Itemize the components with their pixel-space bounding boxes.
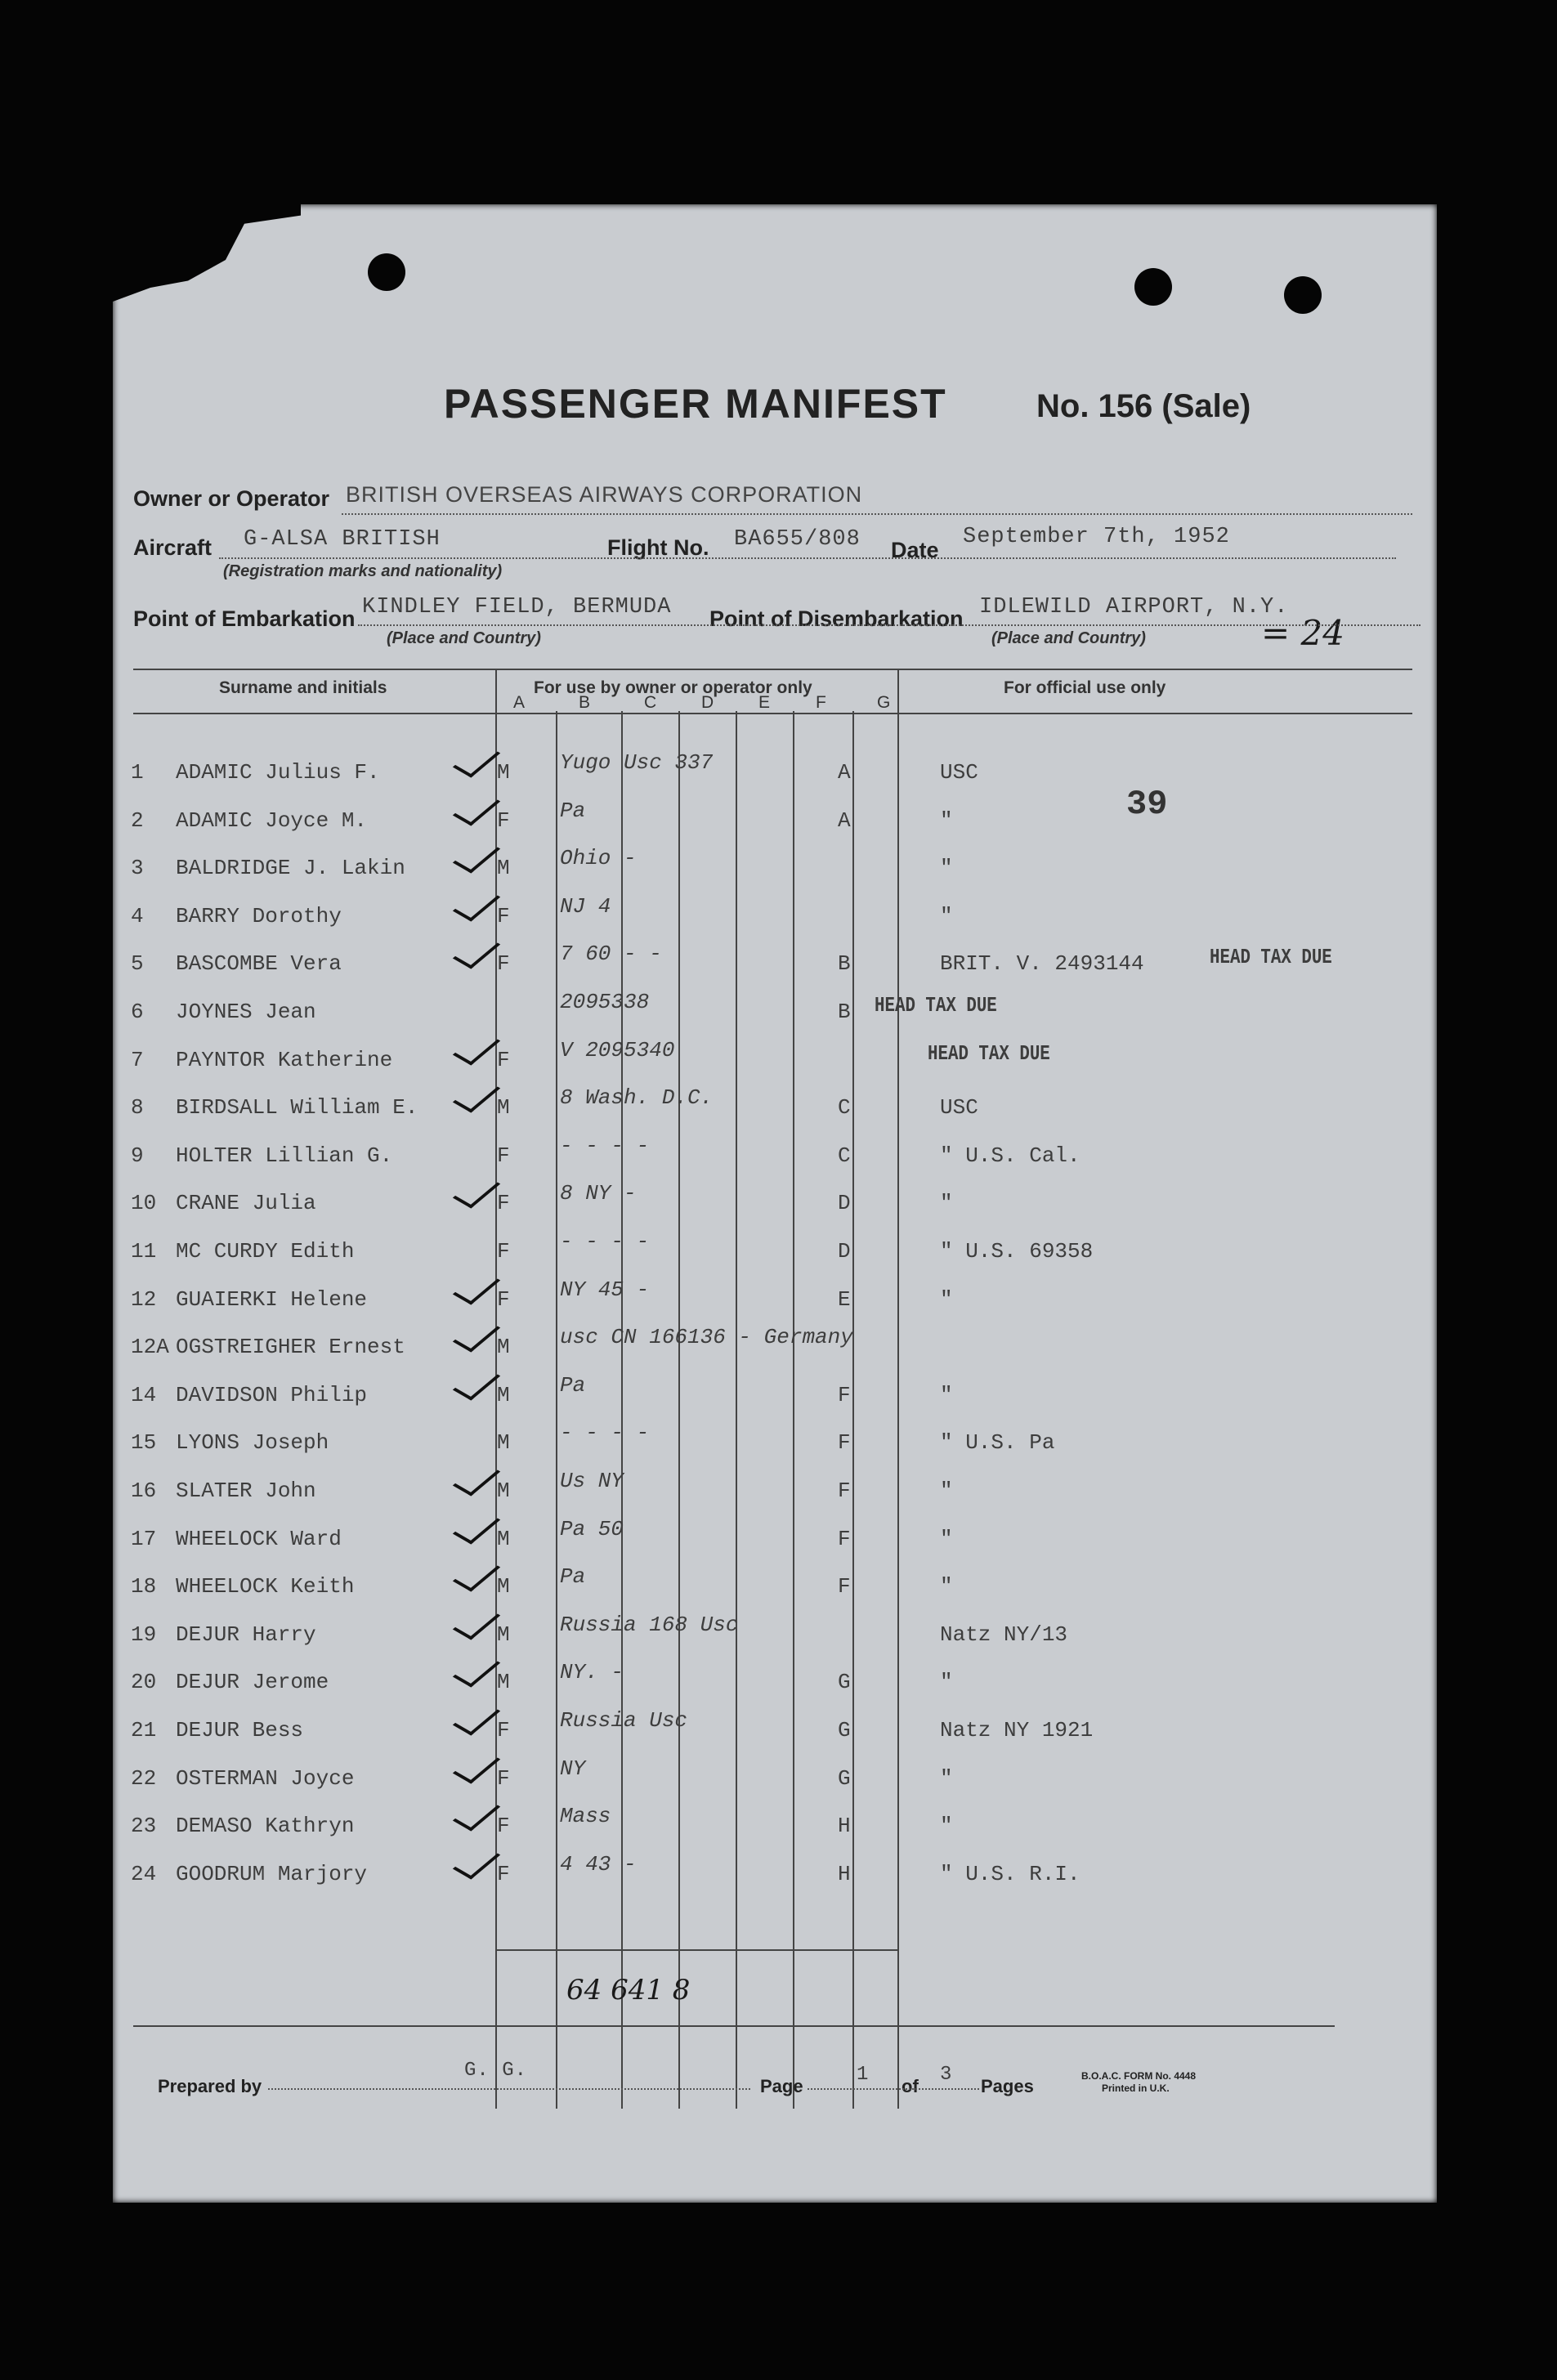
- passenger-sex: M: [497, 1574, 510, 1599]
- passenger-sex: M: [497, 856, 510, 881]
- table-row: [131, 1420, 1357, 1478]
- passenger-name: GUAIERKI Helene: [176, 1286, 368, 1312]
- row-code: B: [838, 951, 851, 977]
- row-code: C: [838, 1095, 851, 1121]
- page-value: 1: [857, 2064, 870, 2086]
- handwritten-entry: Pa: [560, 798, 586, 823]
- registration-note: (Registration marks and nationality): [223, 562, 503, 580]
- printed-note: Printed in U.K.: [1102, 2082, 1170, 2094]
- passenger-name: WHEELOCK Ward: [176, 1526, 342, 1551]
- passenger-sex: F: [497, 903, 510, 928]
- passenger-sex: M: [497, 1095, 510, 1121]
- row-number: 17: [131, 1526, 157, 1551]
- passenger-sex: M: [497, 1526, 510, 1551]
- passenger-sex: F: [497, 951, 510, 977]
- handwritten-entry: Pa 50: [560, 1516, 624, 1541]
- handwritten-entry: Yugo Usc 337: [560, 750, 714, 775]
- passenger-sex: F: [497, 808, 510, 833]
- handwritten-entry: Us NY: [560, 1469, 624, 1493]
- table-row: [131, 1325, 1357, 1382]
- handwritten-entry: 8 Wash. D.C.: [560, 1085, 714, 1111]
- table-row: [131, 846, 1357, 903]
- row-number: 12: [131, 1286, 157, 1312]
- col-letter-e: E: [758, 693, 771, 712]
- head-tax-stamp: HEAD TAX DUE: [1210, 945, 1332, 970]
- official-entry: ": [940, 1526, 953, 1551]
- punch-hole: [1134, 268, 1172, 306]
- row-number: 11: [131, 1239, 157, 1264]
- form-code: B.O.A.C. FORM No. 4448: [1081, 2070, 1197, 2082]
- table-row: [131, 1660, 1357, 1717]
- owner-label: Owner or Operator: [133, 486, 330, 511]
- table-row: [131, 1851, 1357, 1909]
- aircraft-label: Aircraft: [133, 535, 213, 560]
- row-code: F: [838, 1430, 851, 1456]
- disembark-value: IDLEWILD AIRPORT, N.Y.: [979, 595, 1289, 620]
- owner-line: [342, 513, 1412, 515]
- passenger-sex: F: [497, 1861, 510, 1886]
- col-letter-a: A: [513, 693, 526, 712]
- disembark-note: (Place and Country): [991, 629, 1146, 647]
- head-tax-stamp: HEAD TAX DUE: [875, 993, 997, 1018]
- punch-hole: [1284, 276, 1322, 314]
- handwritten-entry: usc CN 166136 - Germany: [560, 1325, 853, 1350]
- passenger-name: PAYNTOR Katherine: [176, 1047, 393, 1072]
- table-row: [131, 1181, 1357, 1238]
- table-row: [131, 942, 1357, 999]
- prepared-value: G. G.: [464, 2060, 528, 2082]
- table-row: [131, 1372, 1357, 1430]
- row-number: 15: [131, 1430, 157, 1456]
- page-title: PASSENGER MANIFEST: [444, 381, 947, 427]
- torn-corner: [113, 204, 301, 343]
- official-entry: ": [940, 1574, 953, 1599]
- row-number: 7: [131, 1047, 144, 1072]
- row-number: 19: [131, 1622, 157, 1647]
- official-entry: ": [940, 1286, 953, 1312]
- row-number: 20: [131, 1670, 157, 1695]
- row-number: 10: [131, 1191, 157, 1216]
- row-code: D: [838, 1191, 851, 1216]
- row-number: 8: [131, 1095, 144, 1121]
- handwritten-entry: NJ 4: [560, 893, 611, 919]
- col-letter-f: F: [816, 693, 826, 712]
- passenger-name: OSTERMAN Joyce: [176, 1765, 355, 1791]
- passenger-sex: M: [497, 1479, 510, 1503]
- passenger-sex: M: [497, 1430, 510, 1456]
- official-entry: " U.S. Cal.: [940, 1143, 1081, 1168]
- passenger-sex: M: [497, 1622, 510, 1647]
- passenger-sex: M: [497, 1382, 510, 1407]
- passenger-sex: F: [497, 1239, 510, 1264]
- row-code: G: [838, 1718, 851, 1742]
- passenger-name: DEJUR Jerome: [176, 1670, 329, 1695]
- row-number: 2: [131, 808, 144, 833]
- official-entry: ": [940, 1670, 953, 1695]
- table-row: [131, 1037, 1357, 1095]
- table-row: [131, 1804, 1357, 1861]
- passenger-name: SLATER John: [176, 1479, 316, 1503]
- table-row: [131, 1756, 1357, 1814]
- passenger-name: DEMASO Kathryn: [176, 1814, 355, 1839]
- page-label: Page: [760, 2076, 803, 2096]
- totals-value: 64 641 8: [566, 1974, 691, 2006]
- official-entry: " U.S. 69358: [940, 1239, 1094, 1264]
- handwritten-entry: 4 43 -: [560, 1851, 637, 1877]
- passenger-name: LYONS Joseph: [176, 1430, 329, 1456]
- row-number: 6: [131, 1000, 144, 1024]
- official-entry: ": [940, 856, 953, 881]
- passenger-name: BARRY Dorothy: [176, 903, 342, 928]
- row-number: 14: [131, 1382, 157, 1407]
- row-code: E: [838, 1286, 851, 1312]
- handwritten-entry: NY. -: [560, 1660, 624, 1685]
- passenger-name: BASCOMBE Vera: [176, 951, 342, 977]
- passenger-sex: F: [497, 1814, 510, 1839]
- official-entry: " U.S. R.I.: [940, 1861, 1081, 1886]
- row-number: 21: [131, 1718, 157, 1742]
- col-letter-g: G: [877, 693, 891, 712]
- disembark-label: Point of Disembarkation: [709, 606, 964, 631]
- row-number: 5: [131, 951, 144, 977]
- table-row: [131, 1612, 1357, 1670]
- table-top-rule: [133, 669, 1412, 670]
- of-label: of: [902, 2076, 919, 2096]
- header-rule: [133, 713, 1412, 714]
- owner-value: BRITISH OVERSEAS AIRWAYS CORPORATION: [346, 482, 863, 507]
- col-letter-c: C: [644, 693, 657, 712]
- official-entry: " U.S. Pa: [940, 1430, 1055, 1456]
- row-number: 22: [131, 1765, 157, 1791]
- passenger-name: DAVIDSON Philip: [176, 1382, 368, 1407]
- passenger-name: CRANE Julia: [176, 1191, 316, 1216]
- handwritten-entry: Russia 168 Usc: [560, 1612, 739, 1637]
- handwritten-entry: - - - -: [560, 1133, 650, 1158]
- aircraft-value: G-ALSA BRITISH: [244, 527, 441, 552]
- passenger-name: DEJUR Bess: [176, 1718, 304, 1742]
- row-code: G: [838, 1765, 851, 1791]
- table-row: [131, 750, 1357, 808]
- official-count: 39: [1126, 785, 1168, 824]
- official-entry: USC: [940, 1095, 978, 1121]
- row-number: 1: [131, 760, 144, 785]
- passenger-name: BALDRIDGE J. Lakin: [176, 856, 405, 881]
- margin-note: = 24: [1261, 613, 1344, 653]
- head-tax-stamp: HEAD TAX DUE: [928, 1040, 1050, 1066]
- handwritten-entry: Pa: [560, 1564, 586, 1590]
- table-row: [131, 1133, 1357, 1191]
- embark-label: Point of Embarkation: [133, 606, 356, 631]
- row-number: 16: [131, 1479, 157, 1503]
- handwritten-entry: NY: [560, 1756, 586, 1781]
- row-number: 3: [131, 856, 144, 881]
- embark-note: (Place and Country): [387, 629, 541, 647]
- passenger-sex: M: [497, 1335, 510, 1360]
- passenger-name: GOODRUM Marjory: [176, 1861, 368, 1886]
- embark-value: KINDLEY FIELD, BERMUDA: [362, 595, 672, 620]
- flight-label: Flight No.: [607, 535, 709, 560]
- prepared-line: [268, 2088, 750, 2090]
- passenger-name: JOYNES Jean: [176, 1000, 316, 1024]
- aircraft-line: [219, 557, 1396, 559]
- handwritten-entry: Russia Usc: [560, 1708, 688, 1733]
- row-code: B: [838, 1000, 851, 1024]
- passenger-name: ADAMIC Joyce M.: [176, 808, 368, 833]
- row-code: A: [838, 808, 851, 833]
- row-code: G: [838, 1670, 851, 1695]
- manifest-number: No. 156 (Sale): [1036, 388, 1251, 424]
- passenger-name: DEJUR Harry: [176, 1622, 316, 1647]
- row-code: F: [838, 1382, 851, 1407]
- row-number: 4: [131, 903, 144, 928]
- official-entry: BRIT. V. 2493144: [940, 951, 1144, 977]
- official-entry: ": [940, 1191, 953, 1216]
- row-number: 9: [131, 1143, 144, 1168]
- col-official: For official use only: [1004, 678, 1166, 697]
- row-code: A: [838, 760, 851, 785]
- official-entry: ": [940, 1765, 953, 1791]
- row-code: H: [838, 1861, 851, 1886]
- table-row: [131, 1229, 1357, 1286]
- table-row: [131, 1564, 1357, 1622]
- official-entry: Natz NY 1921: [940, 1718, 1094, 1742]
- row-number: 12A: [131, 1335, 169, 1360]
- row-code: H: [838, 1814, 851, 1839]
- col-letter-b: B: [579, 693, 591, 712]
- passenger-name: ADAMIC Julius F.: [176, 760, 380, 785]
- manifest-page: [113, 204, 1437, 2203]
- check-mark: [453, 742, 500, 777]
- row-code: F: [838, 1479, 851, 1503]
- row-number: 23: [131, 1814, 157, 1839]
- row-code: D: [838, 1239, 851, 1264]
- table-row: [131, 1085, 1357, 1143]
- passenger-sex: F: [497, 1047, 510, 1072]
- table-bottom-rule: [133, 2025, 1335, 2027]
- passenger-name: WHEELOCK Keith: [176, 1574, 355, 1599]
- handwritten-entry: - - - -: [560, 1229, 650, 1254]
- punch-hole: [368, 253, 405, 291]
- handwritten-entry: - - - -: [560, 1420, 650, 1446]
- handwritten-entry: Mass: [560, 1804, 611, 1829]
- official-entry: Natz NY/13: [940, 1622, 1068, 1647]
- table-row: [131, 1469, 1357, 1526]
- row-number: 24: [131, 1861, 157, 1886]
- date-label: Date: [891, 538, 939, 562]
- table-row: [131, 1516, 1357, 1574]
- pages-label: Pages: [981, 2076, 1034, 2096]
- passenger-sex: F: [497, 1191, 510, 1216]
- table-row: [131, 893, 1357, 951]
- handwritten-entry: 8 NY -: [560, 1181, 637, 1206]
- passenger-name: OGSTREIGHER Ernest: [176, 1335, 405, 1360]
- table-row: [131, 990, 1357, 1047]
- date-value: September 7th, 1952: [963, 525, 1230, 549]
- passenger-name: MC CURDY Edith: [176, 1239, 355, 1264]
- page-line: [808, 2088, 979, 2090]
- col-surname: Surname and initials: [219, 678, 387, 697]
- handwritten-entry: 2095338: [560, 990, 650, 1014]
- official-entry: ": [940, 903, 953, 928]
- passenger-sex: M: [497, 760, 510, 785]
- official-entry: ": [940, 1479, 953, 1503]
- passenger-name: BIRDSALL William E.: [176, 1095, 418, 1121]
- handwritten-entry: V 2095340: [560, 1037, 675, 1062]
- row-code: F: [838, 1574, 851, 1599]
- passenger-sex: F: [497, 1718, 510, 1742]
- row-code: C: [838, 1143, 851, 1168]
- handwritten-entry: 7 60 - -: [560, 942, 662, 967]
- flight-value: BA655/808: [734, 527, 861, 552]
- official-entry: ": [940, 808, 953, 833]
- of-value: 3: [940, 2064, 953, 2086]
- passenger-sex: F: [497, 1143, 510, 1168]
- official-entry: ": [940, 1382, 953, 1407]
- handwritten-entry: NY 45 -: [560, 1277, 650, 1302]
- passenger-sex: M: [497, 1670, 510, 1695]
- totals-rule: [495, 1949, 897, 1951]
- passenger-sex: F: [497, 1286, 510, 1312]
- col-owner: For use by owner or operator only: [534, 678, 812, 697]
- col-letter-d: D: [701, 693, 714, 712]
- embark-line: [358, 624, 1421, 626]
- official-entry: ": [940, 1814, 953, 1839]
- passenger-name: HOLTER Lillian G.: [176, 1143, 393, 1168]
- official-entry: USC: [940, 760, 978, 785]
- handwritten-entry: Pa: [560, 1372, 586, 1398]
- table-row: [131, 1708, 1357, 1765]
- prepared-label: Prepared by: [158, 2076, 262, 2096]
- row-number: 18: [131, 1574, 157, 1599]
- row-code: F: [838, 1526, 851, 1551]
- handwritten-entry: Ohio -: [560, 846, 637, 871]
- passenger-sex: F: [497, 1765, 510, 1791]
